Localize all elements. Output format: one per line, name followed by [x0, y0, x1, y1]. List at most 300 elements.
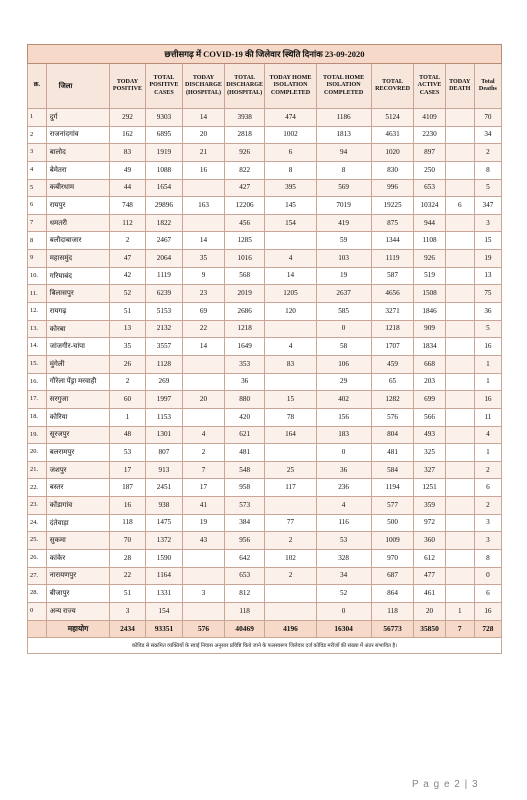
value-cell: 16 [474, 391, 501, 409]
table-row [28, 214, 502, 232]
table-row [28, 444, 502, 462]
value-cell: 13 [110, 320, 145, 338]
value-cell [445, 426, 474, 444]
district-cell: बालोद [46, 144, 110, 162]
table-row [28, 285, 502, 303]
value-cell: 3 [474, 514, 501, 532]
value-cell: 269 [145, 373, 183, 391]
value-cell: 1153 [145, 408, 183, 426]
value-cell: 1301 [145, 426, 183, 444]
value-cell: 3 [474, 532, 501, 550]
value-cell: 8 [265, 161, 316, 179]
value-cell [445, 532, 474, 550]
value-cell: 145 [265, 197, 316, 215]
value-cell: 642 [224, 550, 265, 568]
district-cell: अन्य राज्य [46, 602, 110, 620]
district-cell: सूरजपुर [46, 426, 110, 444]
header-row [28, 64, 502, 109]
value-cell: 420 [224, 408, 265, 426]
serial-cell: 4 [28, 161, 47, 179]
header-total-deaths: Total Deaths [474, 64, 501, 109]
value-cell: 164 [265, 426, 316, 444]
table-body [28, 109, 502, 621]
value-cell: 1372 [145, 532, 183, 550]
table-row [28, 161, 502, 179]
header-today-home-isolation: TODAY HOME ISOLATION COMPLETED [265, 64, 316, 109]
value-cell: 21 [183, 144, 225, 162]
table-row [28, 355, 502, 373]
value-cell [183, 408, 225, 426]
value-cell [445, 214, 474, 232]
value-cell: 28 [110, 550, 145, 568]
value-cell: 6 [265, 144, 316, 162]
value-cell: 19 [183, 514, 225, 532]
value-cell: 359 [414, 497, 445, 515]
total-label: महायोग [46, 620, 110, 637]
value-cell: 17 [183, 479, 225, 497]
value-cell [183, 567, 225, 585]
district-cell: नारायणपुर [46, 567, 110, 585]
value-cell [265, 444, 316, 462]
value-cell: 958 [224, 479, 265, 497]
value-cell: 587 [371, 267, 414, 285]
value-cell: 456 [224, 214, 265, 232]
value-cell: 474 [265, 109, 316, 127]
value-cell: 11 [474, 408, 501, 426]
value-cell: 880 [224, 391, 265, 409]
district-cell: बेमेतरा [46, 161, 110, 179]
district-cell: गौरेला पेंड्रा मरवाही [46, 373, 110, 391]
district-cell: जांजगीर-चांपा [46, 338, 110, 356]
district-cell: बिलासपुर [46, 285, 110, 303]
value-cell: 103 [316, 250, 371, 268]
value-cell: 1 [474, 373, 501, 391]
value-cell: 926 [224, 144, 265, 162]
serial-cell: 19. [28, 426, 47, 444]
value-cell: 1205 [265, 285, 316, 303]
value-cell: 395 [265, 179, 316, 197]
district-cell: मुंगेली [46, 355, 110, 373]
value-cell [183, 373, 225, 391]
value-cell [265, 497, 316, 515]
value-cell: 78 [265, 408, 316, 426]
value-cell [445, 585, 474, 603]
value-cell: 812 [224, 585, 265, 603]
table-row [28, 514, 502, 532]
table-row [28, 567, 502, 585]
value-cell: 548 [224, 461, 265, 479]
value-cell: 956 [224, 532, 265, 550]
value-cell: 1009 [371, 532, 414, 550]
value-cell: 4 [183, 426, 225, 444]
district-cell: रायगढ़ [46, 303, 110, 321]
value-cell: 1108 [414, 232, 445, 250]
value-cell: 16 [474, 602, 501, 620]
value-cell: 6 [474, 585, 501, 603]
value-cell: 7 [183, 461, 225, 479]
value-cell: 1649 [224, 338, 265, 356]
value-cell: 621 [224, 426, 265, 444]
value-cell: 353 [224, 355, 265, 373]
value-cell: 53 [316, 532, 371, 550]
value-cell: 585 [316, 303, 371, 321]
value-cell: 481 [371, 444, 414, 462]
value-cell: 1654 [145, 179, 183, 197]
value-cell: 250 [414, 161, 445, 179]
value-cell: 36 [316, 461, 371, 479]
value-cell: 1088 [145, 161, 183, 179]
value-cell: 2637 [316, 285, 371, 303]
value-cell [445, 550, 474, 568]
value-cell: 6 [445, 197, 474, 215]
value-cell: 419 [316, 214, 371, 232]
value-cell: 14 [183, 109, 225, 127]
district-cell: बलरामपुर [46, 444, 110, 462]
value-cell: 116 [316, 514, 371, 532]
total-cell: 16304 [316, 620, 371, 637]
serial-cell: 8 [28, 232, 47, 250]
value-cell: 2 [474, 497, 501, 515]
value-cell: 913 [145, 461, 183, 479]
serial-cell: 27. [28, 567, 47, 585]
value-cell: 804 [371, 426, 414, 444]
value-cell: 864 [371, 585, 414, 603]
value-cell: 236 [316, 479, 371, 497]
value-cell: 653 [224, 567, 265, 585]
total-cell: 35850 [414, 620, 445, 637]
value-cell: 1508 [414, 285, 445, 303]
value-cell: 118 [371, 602, 414, 620]
value-cell [445, 232, 474, 250]
value-cell: 42 [110, 267, 145, 285]
total-cell: 93351 [145, 620, 183, 637]
value-cell: 9303 [145, 109, 183, 127]
value-cell: 2818 [224, 126, 265, 144]
table-row [28, 267, 502, 285]
value-cell [183, 550, 225, 568]
table-row [28, 532, 502, 550]
value-cell: 1 [474, 355, 501, 373]
value-cell: 102 [265, 550, 316, 568]
value-cell: 3557 [145, 338, 183, 356]
value-cell: 19225 [371, 197, 414, 215]
value-cell: 43 [183, 532, 225, 550]
value-cell: 292 [110, 109, 145, 127]
value-cell: 1218 [224, 320, 265, 338]
value-cell: 53 [110, 444, 145, 462]
value-cell: 203 [414, 373, 445, 391]
header-total-discharge: TOTAL DISCHARGE (HOSPITAL) [224, 64, 265, 109]
value-cell [445, 338, 474, 356]
table-row [28, 232, 502, 250]
serial-cell: 23. [28, 497, 47, 515]
page-number: P a g e 2 | 3 [412, 779, 479, 790]
value-cell: 17 [110, 461, 145, 479]
district-cell: धमतरी [46, 214, 110, 232]
value-cell: 327 [414, 461, 445, 479]
value-cell: 154 [145, 602, 183, 620]
value-cell: 668 [414, 355, 445, 373]
district-cell: रायपुर [46, 197, 110, 215]
value-cell: 7019 [316, 197, 371, 215]
total-cell: 56773 [371, 620, 414, 637]
serial-cell: 17. [28, 391, 47, 409]
value-cell: 1194 [371, 479, 414, 497]
serial-cell: 7 [28, 214, 47, 232]
header-serial: क्र. [28, 64, 47, 109]
serial-cell: 6 [28, 197, 47, 215]
value-cell: 1016 [224, 250, 265, 268]
serial-cell: 24. [28, 514, 47, 532]
value-cell: 13 [474, 267, 501, 285]
footnote: कोविड से संक्रमित व्यक्तियों के स्वाई निवास अनुसार प्रविष्टि किये जाने के फलस्वरूप जिलेवार दर्ज कोविड मरीजों की संख्या में अंतर संभावित है। [27, 638, 502, 654]
table-row [28, 197, 502, 215]
value-cell: 183 [316, 426, 371, 444]
serial-cell: 10. [28, 267, 47, 285]
value-cell: 36 [224, 373, 265, 391]
serial-cell: 21. [28, 461, 47, 479]
value-cell [445, 250, 474, 268]
value-cell: 3271 [371, 303, 414, 321]
value-cell: 938 [145, 497, 183, 515]
table-row [28, 373, 502, 391]
value-cell: 1285 [224, 232, 265, 250]
value-cell: 1128 [145, 355, 183, 373]
district-cell: महासमुंद [46, 250, 110, 268]
value-cell: 577 [371, 497, 414, 515]
table-row [28, 497, 502, 515]
value-cell: 47 [110, 250, 145, 268]
value-cell: 6895 [145, 126, 183, 144]
value-cell: 2686 [224, 303, 265, 321]
value-cell: 0 [316, 602, 371, 620]
value-cell: 500 [371, 514, 414, 532]
value-cell: 1846 [414, 303, 445, 321]
value-cell: 2132 [145, 320, 183, 338]
value-cell: 687 [371, 567, 414, 585]
total-cell: 7 [445, 620, 474, 637]
value-cell: 3 [474, 214, 501, 232]
value-cell: 493 [414, 426, 445, 444]
value-cell: 36 [474, 303, 501, 321]
header-total-positive: TOTAL POSITIVE CASES [145, 64, 183, 109]
serial-cell: 1 [28, 109, 47, 127]
district-cell: कबीरधाम [46, 179, 110, 197]
table-row [28, 550, 502, 568]
header-total-active: TOTAL ACTIVE CASES [414, 64, 445, 109]
table-row [28, 250, 502, 268]
value-cell [445, 303, 474, 321]
value-cell: 20 [183, 391, 225, 409]
value-cell: 0 [316, 444, 371, 462]
value-cell [445, 479, 474, 497]
value-cell: 94 [316, 144, 371, 162]
value-cell: 2 [265, 532, 316, 550]
value-cell: 34 [474, 126, 501, 144]
report-sheet [27, 44, 502, 654]
header-total-home-isolation: TOTAL HOME ISOLATION COMPLETED [316, 64, 371, 109]
table-row [28, 426, 502, 444]
header-today-positive: TODAY POSITIVE [110, 64, 145, 109]
value-cell: 1002 [265, 126, 316, 144]
value-cell [183, 214, 225, 232]
value-cell [445, 161, 474, 179]
value-cell: 822 [224, 161, 265, 179]
value-cell: 15 [474, 232, 501, 250]
value-cell [445, 497, 474, 515]
covid-district-table [27, 44, 502, 638]
value-cell: 1813 [316, 126, 371, 144]
value-cell: 51 [110, 303, 145, 321]
total-cell: 576 [183, 620, 225, 637]
value-cell: 568 [224, 267, 265, 285]
value-cell [445, 267, 474, 285]
value-cell: 3 [110, 602, 145, 620]
value-cell: 909 [414, 320, 445, 338]
value-cell: 569 [316, 179, 371, 197]
value-cell: 2 [474, 144, 501, 162]
total-row [28, 620, 502, 637]
serial-cell: 14. [28, 338, 47, 356]
serial-cell: 3 [28, 144, 47, 162]
value-cell: 1822 [145, 214, 183, 232]
value-cell: 77 [265, 514, 316, 532]
value-cell: 16 [110, 497, 145, 515]
serial-cell: 16. [28, 373, 47, 391]
value-cell: 187 [110, 479, 145, 497]
value-cell: 830 [371, 161, 414, 179]
value-cell: 1282 [371, 391, 414, 409]
value-cell [445, 514, 474, 532]
value-cell: 35 [183, 250, 225, 268]
value-cell [445, 567, 474, 585]
value-cell: 384 [224, 514, 265, 532]
value-cell: 49 [110, 161, 145, 179]
value-cell: 69 [183, 303, 225, 321]
value-cell: 653 [414, 179, 445, 197]
value-cell: 897 [414, 144, 445, 162]
value-cell: 325 [414, 444, 445, 462]
table-row [28, 144, 502, 162]
serial-cell: 12. [28, 303, 47, 321]
value-cell: 58 [316, 338, 371, 356]
value-cell: 699 [414, 391, 445, 409]
value-cell: 60 [110, 391, 145, 409]
serial-cell: 20. [28, 444, 47, 462]
value-cell: 1331 [145, 585, 183, 603]
value-cell: 25 [265, 461, 316, 479]
total-cell: 4196 [265, 620, 316, 637]
table-row [28, 585, 502, 603]
serial-cell: 22. [28, 479, 47, 497]
serial-cell: 11. [28, 285, 47, 303]
value-cell: 4 [265, 338, 316, 356]
value-cell: 5153 [145, 303, 183, 321]
value-cell: 154 [265, 214, 316, 232]
value-cell: 3 [183, 585, 225, 603]
value-cell: 8 [474, 550, 501, 568]
value-cell: 118 [224, 602, 265, 620]
value-cell: 4109 [414, 109, 445, 127]
district-cell: सरगुजा [46, 391, 110, 409]
value-cell: 944 [414, 214, 445, 232]
value-cell: 14 [183, 232, 225, 250]
table-row [28, 303, 502, 321]
value-cell: 59 [316, 232, 371, 250]
value-cell: 612 [414, 550, 445, 568]
table-row [28, 391, 502, 409]
value-cell [265, 373, 316, 391]
serial-cell: 25. [28, 532, 47, 550]
value-cell [445, 391, 474, 409]
value-cell: 481 [224, 444, 265, 462]
value-cell [445, 461, 474, 479]
table-row [28, 320, 502, 338]
value-cell [445, 285, 474, 303]
value-cell: 20 [183, 126, 225, 144]
value-cell: 402 [316, 391, 371, 409]
table-row [28, 479, 502, 497]
value-cell: 972 [414, 514, 445, 532]
value-cell: 1997 [145, 391, 183, 409]
value-cell [445, 320, 474, 338]
value-cell: 19 [474, 250, 501, 268]
value-cell: 1834 [414, 338, 445, 356]
value-cell [445, 355, 474, 373]
value-cell: 5 [474, 179, 501, 197]
table-row [28, 408, 502, 426]
header-total-recovered: TOTAL RECOVRED [371, 64, 414, 109]
value-cell: 328 [316, 550, 371, 568]
value-cell: 52 [110, 285, 145, 303]
value-cell: 875 [371, 214, 414, 232]
total-cell: 728 [474, 620, 501, 637]
serial-cell: 26. [28, 550, 47, 568]
value-cell [445, 144, 474, 162]
serial-cell: 2 [28, 126, 47, 144]
value-cell: 2467 [145, 232, 183, 250]
district-cell: कोंडागांव [46, 497, 110, 515]
serial-cell: 15. [28, 355, 47, 373]
value-cell: 5124 [371, 109, 414, 127]
value-cell [183, 355, 225, 373]
value-cell: 35 [110, 338, 145, 356]
value-cell: 70 [474, 109, 501, 127]
value-cell: 1919 [145, 144, 183, 162]
value-cell [445, 408, 474, 426]
value-cell: 14 [265, 267, 316, 285]
total-cell: 2434 [110, 620, 145, 637]
value-cell: 1119 [145, 267, 183, 285]
value-cell: 1707 [371, 338, 414, 356]
table-row [28, 338, 502, 356]
value-cell: 584 [371, 461, 414, 479]
value-cell: 12206 [224, 197, 265, 215]
value-cell: 26 [110, 355, 145, 373]
report-title: छत्तीसगढ़ में COVID-19 की जिलेवार स्थिति दिनांक 23-09-2020 [28, 45, 502, 64]
value-cell: 16 [474, 338, 501, 356]
district-cell: बीजापुर [46, 585, 110, 603]
value-cell: 15 [265, 391, 316, 409]
table-row [28, 602, 502, 620]
value-cell: 970 [371, 550, 414, 568]
value-cell: 2451 [145, 479, 183, 497]
value-cell: 156 [316, 408, 371, 426]
value-cell: 748 [110, 197, 145, 215]
value-cell: 459 [371, 355, 414, 373]
value-cell: 29896 [145, 197, 183, 215]
value-cell [445, 126, 474, 144]
